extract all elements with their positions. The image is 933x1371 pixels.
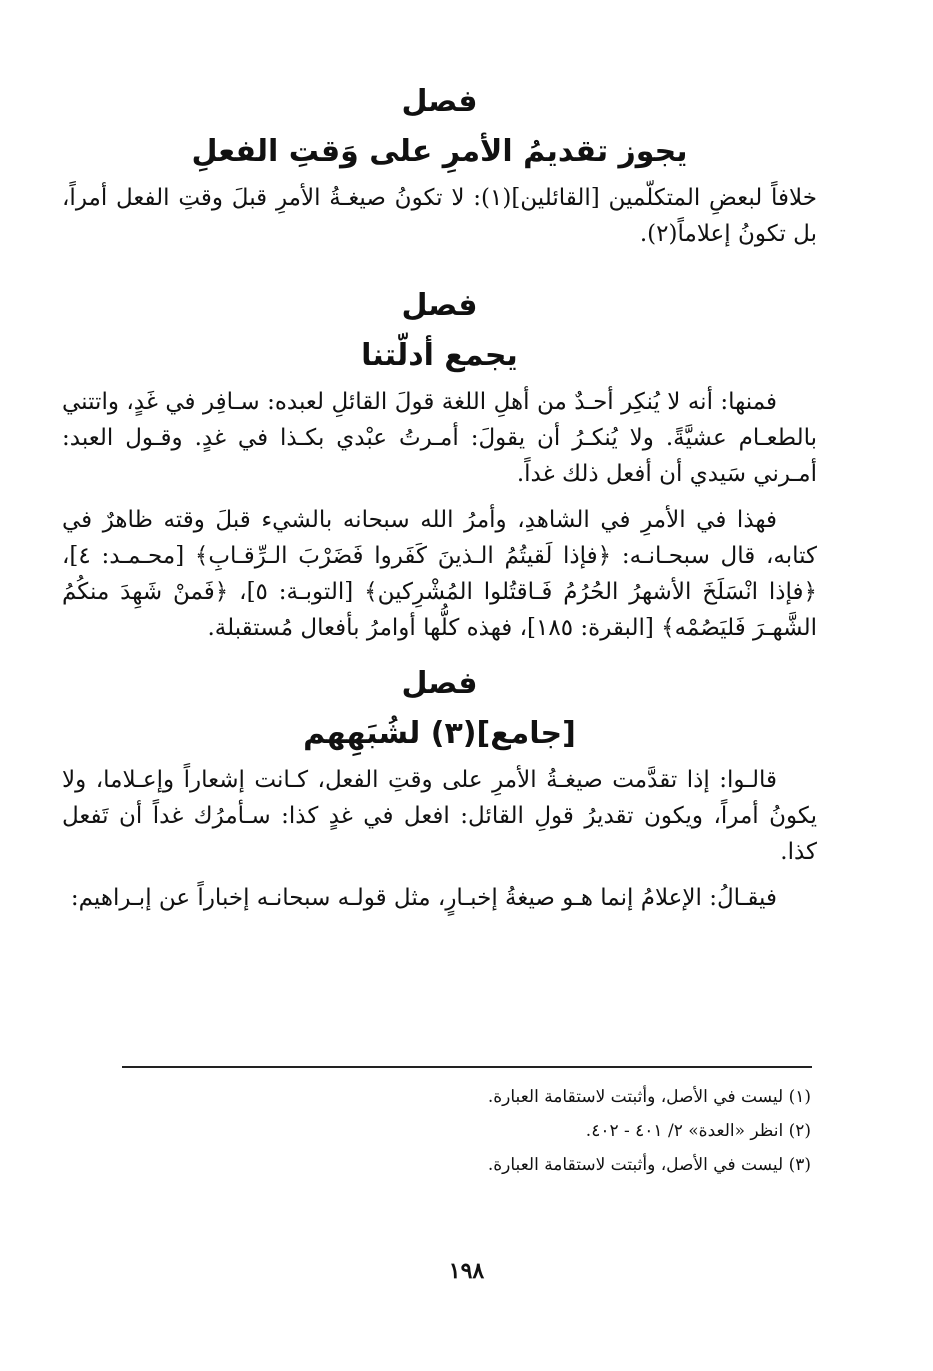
paragraph: قالـوا: إذا تقدَّمت صيغـةُ الأمرِ على وقتِ الفعل، كـانت إشعاراً وإعـلاما، ولا يكونُ أمراً، ويكون تقديرُ قولِ القائل: افعل في غدٍ كذا: سـأمرُك غداً أن تَفعل كذا. bbox=[62, 767, 817, 865]
paragraph: خلافاً لبعضِ المتكلّمين [القائلين](١): لا تكونُ صيغـةُ الأمرِ قبلَ وقتِ الفعل أمراً، بل تكونُ إعلاماً(٢). bbox=[62, 185, 817, 247]
footnotes bbox=[62, 1080, 811, 1182]
section-heading: فصل bbox=[401, 84, 478, 119]
paragraph: فمنها: أنه لا يُنكِر أحـدٌ من أهلِ اللغة قولَ القائلِ لعبده: سـافِر في غَدٍ، واتتني بالطعـام عشيَّةً. ولا يُنكـرُ أن يقولَ: أمـرتُ عبْدي بكـذا في غدٍ. وقـول العبد: أمـرني سَيدي أن أفعل ذلك غداً. bbox=[62, 389, 817, 487]
paragraph: فهذا في الأمرِ في الشاهدِ، وأمرُ الله سبحانه بالشيء قبلَ وقته ظاهرٌ في كتابه، قال سبحـانـه: ﴿فإذا لَقيتُمُ الـذينَ كَفَروا فَضَرْبَ الـرِّقـابِ﴾ [محـمـد: ٤]، ﴿فإذا انْسَلَخَ الأشهرُ الحُرُمُ فَـاقتُلوا المُشْرِكين﴾ [التوبـة: ٥]، ﴿فَمنْ شَهِدَ منكُمُ الشَّهـرَ فَليَصُمْه﴾ [البقرة: ١٨٥]، فهذه كلُّها أوامرُ بأفعال مُستقبلة. bbox=[62, 507, 817, 641]
section-title: يجوز تقديمُ الأمرِ على وَقتِ الفعلِ bbox=[191, 134, 688, 169]
page-number: ١٩٨ bbox=[448, 1258, 485, 1284]
section-2 bbox=[62, 286, 817, 646]
footnote-divider bbox=[122, 1066, 812, 1068]
footnote: (٣) ليست في الأصل، وأثبتت لاستقامة العبارة. bbox=[487, 1155, 811, 1175]
section-title: [جامع](٣) لشُبَهِهم bbox=[303, 716, 576, 751]
footnote: (٢) انظر «العدة» ٢/ ٤٠١ - ٤٠٢. bbox=[585, 1121, 811, 1141]
section-1 bbox=[62, 82, 817, 252]
section-3 bbox=[62, 664, 817, 916]
footnote: (١) ليست في الأصل، وأثبتت لاستقامة العبارة. bbox=[487, 1087, 811, 1107]
section-heading: فصل bbox=[401, 288, 478, 323]
section-heading: فصل bbox=[401, 666, 478, 701]
section-title: يجمع أدلّتنا bbox=[361, 338, 518, 373]
paragraph: فيقـالُ: الإعلامُ إنما هـو صيغةُ إخبـارٍ، مثل قولـه سبحانـه إخباراً عن إبـراهيم: bbox=[70, 885, 777, 911]
